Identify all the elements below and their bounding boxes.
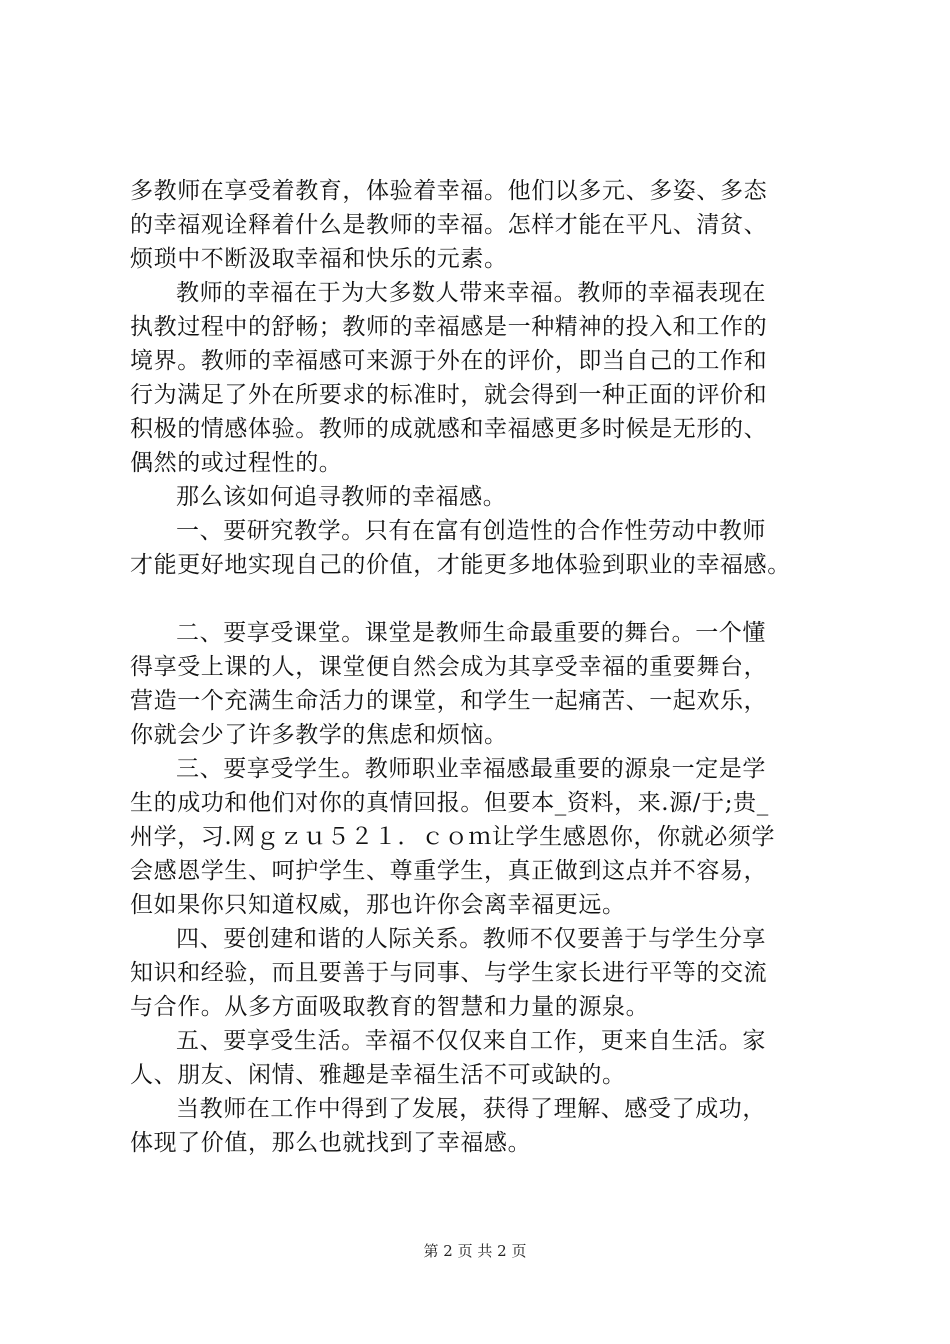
text-line: 多教师在享受着教育，体验着幸福。他们以多元、多姿、多态	[130, 178, 768, 204]
text-line: 与合作。从多方面吸取教育的智慧和力量的源泉。	[130, 994, 650, 1020]
text-line: 会感恩学生、呵护学生、尊重学生，真正做到这点并不容易，	[130, 858, 768, 884]
text-line: 教师的幸福在于为大多数人带来幸福。教师的幸福表现在	[176, 280, 766, 306]
text-line: 人、朋友、闲情、雅趣是幸福生活不可或缺的。	[130, 1062, 626, 1088]
text-line: 一、要研究教学。只有在富有创造性的合作性劳动中教师	[176, 518, 766, 544]
text-line: 知识和经验，而且要善于与同事、与学生家长进行平等的交流	[130, 960, 768, 986]
text-line: 偶然的或过程性的。	[130, 450, 343, 476]
text-line: 四、要创建和谐的人际关系。教师不仅要善于与学生分享	[176, 926, 766, 952]
text-line: 境界。教师的幸福感可来源于外在的评价，即当自己的工作和	[130, 348, 768, 374]
text-line: 你就会少了许多教学的焦虑和烦恼。	[130, 722, 508, 748]
text-line: 生的成功和他们对你的真情回报。但要本_资料，来.源/于;贵_	[130, 790, 769, 816]
text-line: 才能更好地实现自己的价值，才能更多地体验到职业的幸福感。	[130, 552, 791, 578]
text-line: 体现了价值，那么也就找到了幸福感。	[130, 1130, 532, 1156]
text-line: 执教过程中的舒畅；教师的幸福感是一种精神的投入和工作的	[130, 314, 768, 340]
document-body	[130, 174, 850, 1160]
text-line: 那么该如何追寻教师的幸福感。	[176, 484, 507, 510]
page-number-footer: 第 2 页 共 2 页	[423, 1242, 527, 1260]
paragraph-gap	[130, 582, 850, 616]
text-line: 当教师在工作中得到了发展，获得了理解、感受了成功，	[176, 1096, 766, 1122]
text-line: 行为满足了外在所要求的标准时，就会得到一种正面的评价和	[130, 382, 768, 408]
text-line: 的幸福观诠释着什么是教师的幸福。怎样才能在平凡、清贫、	[130, 212, 768, 238]
text-line: 营造一个充满生命活力的课堂，和学生一起痛苦、一起欢乐，	[130, 688, 768, 714]
text-line: 三、要享受学生。教师职业幸福感最重要的源泉一定是学	[176, 756, 766, 782]
text-line: 积极的情感体验。教师的成就感和幸福感更多时候是无形的、	[130, 416, 768, 442]
text-line: 五、要享受生活。幸福不仅仅来自工作，更来自生活。家	[176, 1028, 766, 1054]
text-line: 但如果你只知道权威，那也许你会离幸福更远。	[130, 892, 626, 918]
text-line: 烦琐中不断汲取幸福和快乐的元素。	[130, 246, 508, 272]
text-line: 州学，习.网ｇｚｕ５２１．ｃｏｍ让学生感恩你，你就必须学	[130, 824, 776, 850]
text-line: 得享受上课的人，课堂便自然会成为其享受幸福的重要舞台，	[130, 654, 768, 680]
text-line: 二、要享受课堂。课堂是教师生命最重要的舞台。一个懂	[176, 620, 766, 646]
